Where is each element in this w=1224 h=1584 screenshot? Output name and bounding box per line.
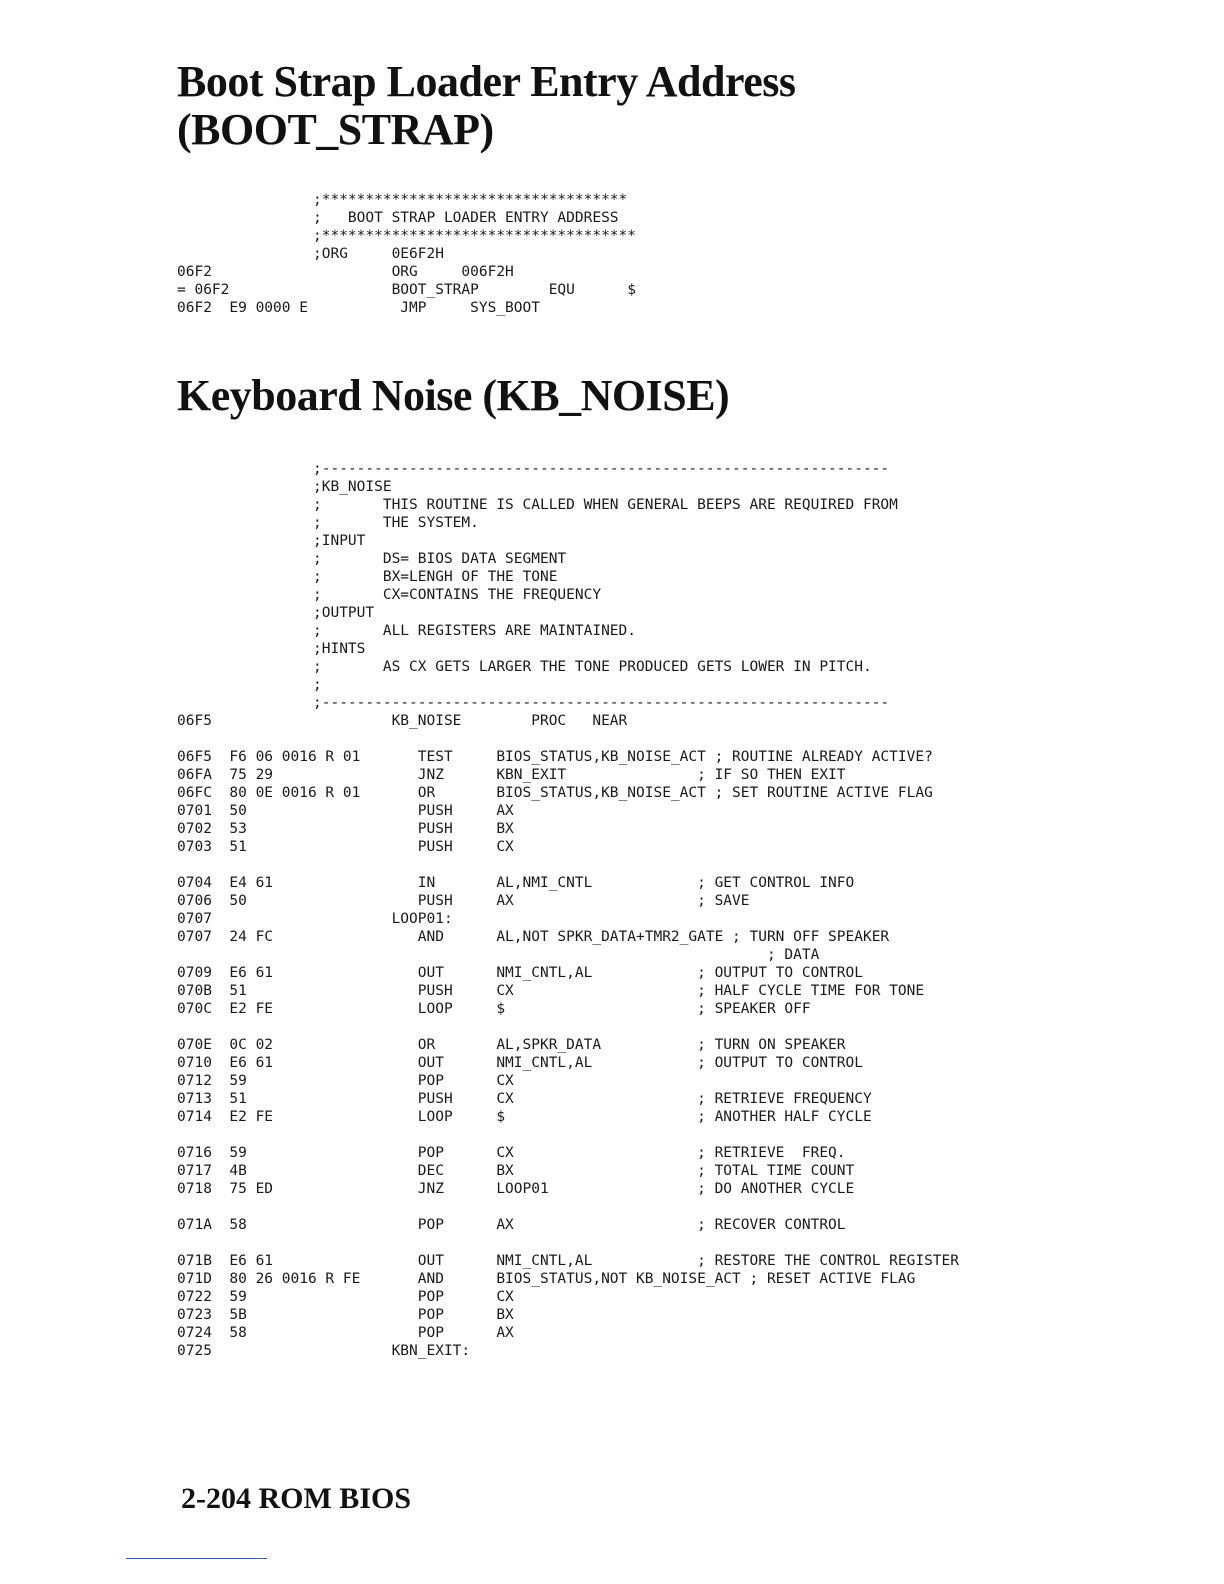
code-line: DEC BX ; TOTAL TIME COUNT bbox=[313, 1163, 855, 1179]
address-field: 0710 E6 61 bbox=[177, 1055, 274, 1071]
code-line: KB_NOISE PROC NEAR bbox=[313, 713, 628, 729]
corner-rule bbox=[126, 1558, 267, 1559]
address-field: 0703 51 bbox=[177, 839, 247, 855]
address-field: 0709 E6 61 bbox=[177, 965, 274, 981]
address-field: 0725 bbox=[177, 1343, 212, 1359]
comment-line: ;INPUT bbox=[313, 533, 366, 549]
code-line: JMP SYS_BOOT bbox=[313, 300, 540, 316]
code-line: PUSH BX bbox=[313, 821, 514, 837]
address-field: 0718 75 ED bbox=[177, 1181, 274, 1197]
code-line: JNZ KBN_EXIT ; IF SO THEN EXIT bbox=[313, 767, 846, 783]
comment-line: ; BOOT STRAP LOADER ENTRY ADDRESS bbox=[313, 210, 619, 226]
comment-line: ;************************************ bbox=[313, 228, 637, 244]
address-field: 0716 59 bbox=[177, 1145, 247, 1161]
comment-line: ;----------------------------------------------------------------- bbox=[313, 461, 890, 477]
comment-line: ;KB_NOISE bbox=[313, 479, 392, 495]
address-field: 071A 58 bbox=[177, 1217, 247, 1233]
address-field: 0706 50 bbox=[177, 893, 247, 909]
comment-line: ;OUTPUT bbox=[313, 605, 375, 621]
comment-line: ; bbox=[313, 677, 322, 693]
code-line: OUT NMI_CNTL,AL ; RESTORE THE CONTROL REGISTER bbox=[313, 1253, 960, 1269]
code-line: AND AL,NOT SPKR_DATA+TMR2_GATE ; TURN OFF SPEAKER bbox=[313, 929, 890, 945]
heading-line-1: Keyboard Noise (KB_NOISE) bbox=[177, 371, 730, 420]
comment-line: ;ORG 0E6F2H bbox=[313, 246, 444, 262]
address-field: 06F2 bbox=[177, 264, 212, 280]
heading-line-2: (BOOT_STRAP) bbox=[177, 105, 494, 154]
code-line: PUSH AX bbox=[313, 803, 514, 819]
address-field: 0714 E2 FE bbox=[177, 1109, 274, 1125]
address-field: 06F5 bbox=[177, 713, 212, 729]
address-field: 0702 53 bbox=[177, 821, 247, 837]
code-line: AND BIOS_STATUS,NOT KB_NOISE_ACT ; RESET ACTIVE FLAG bbox=[313, 1271, 916, 1287]
address-field: 0704 E4 61 bbox=[177, 875, 274, 891]
comment-line: ; THIS ROUTINE IS CALLED WHEN GENERAL BEEPS ARE REQUIRED FROM bbox=[313, 497, 898, 513]
comment-line: ; BX=LENGH OF THE TONE bbox=[313, 569, 558, 585]
address-field: 070C E2 FE bbox=[177, 1001, 274, 1017]
address-field: 0717 4B bbox=[177, 1163, 247, 1179]
address-field: 0712 59 bbox=[177, 1073, 247, 1089]
address-field: 06FA 75 29 bbox=[177, 767, 274, 783]
code-line: LOOP $ ; ANOTHER HALF CYCLE bbox=[313, 1109, 872, 1125]
address-field: 06F2 E9 0000 E bbox=[177, 300, 308, 316]
code-line: OUT NMI_CNTL,AL ; OUTPUT TO CONTROL bbox=[313, 1055, 863, 1071]
comment-line: ; THE SYSTEM. bbox=[313, 515, 479, 531]
address-field: 071D 80 26 0016 R FE bbox=[177, 1271, 361, 1287]
code-line: PUSH AX ; SAVE bbox=[313, 893, 750, 909]
code-line: POP CX ; RETRIEVE FREQ. bbox=[313, 1145, 846, 1161]
comment-line: ;HINTS bbox=[313, 641, 366, 657]
address-field: 070E 0C 02 bbox=[177, 1037, 274, 1053]
code-line: POP AX ; RECOVER CONTROL bbox=[313, 1217, 846, 1233]
code-line: ORG 006F2H bbox=[313, 264, 514, 280]
code-line: POP BX bbox=[313, 1307, 514, 1323]
address-field: 0723 5B bbox=[177, 1307, 247, 1323]
address-field: 0722 59 bbox=[177, 1289, 247, 1305]
code-line: IN AL,NMI_CNTL ; GET CONTROL INFO bbox=[313, 875, 855, 891]
code-line: JNZ LOOP01 ; DO ANOTHER CYCLE bbox=[313, 1181, 855, 1197]
code-line: KBN_EXIT: bbox=[313, 1343, 471, 1359]
address-field: 0707 bbox=[177, 911, 212, 927]
address-field: 0724 58 bbox=[177, 1325, 247, 1341]
address-field: 070B 51 bbox=[177, 983, 247, 999]
code-line: LOOP $ ; SPEAKER OFF bbox=[313, 1001, 811, 1017]
code-line: PUSH CX bbox=[313, 839, 514, 855]
comment-line: ;----------------------------------------------------------------- bbox=[313, 695, 890, 711]
comment-line: ; CX=CONTAINS THE FREQUENCY bbox=[313, 587, 602, 603]
comment-line: ;*********************************** bbox=[313, 192, 628, 208]
address-field: 06F5 F6 06 0016 R 01 bbox=[177, 749, 361, 765]
code-line: POP AX bbox=[313, 1325, 514, 1341]
code-line: TEST BIOS_STATUS,KB_NOISE_ACT ; ROUTINE ALREADY ACTIVE? bbox=[313, 749, 933, 765]
comment-line: ; DS= BIOS DATA SEGMENT bbox=[313, 551, 567, 567]
address-field: 0701 50 bbox=[177, 803, 247, 819]
comment-line: ; AS CX GETS LARGER THE TONE PRODUCED GETS LOWER IN PITCH. bbox=[313, 659, 872, 675]
comment-line: ; ALL REGISTERS ARE MAINTAINED. bbox=[313, 623, 637, 639]
code-line: PUSH CX ; HALF CYCLE TIME FOR TONE bbox=[313, 983, 925, 999]
heading-line-1: Boot Strap Loader Entry Address bbox=[177, 57, 796, 106]
address-field: 06FC 80 0E 0016 R 01 bbox=[177, 785, 361, 801]
code-line: PUSH CX ; RETRIEVE FREQUENCY bbox=[313, 1091, 872, 1107]
address-field: 071B E6 61 bbox=[177, 1253, 274, 1269]
code-line: POP CX bbox=[313, 1289, 514, 1305]
code-line: OR BIOS_STATUS,KB_NOISE_ACT ; SET ROUTINE ACTIVE FLAG bbox=[313, 785, 933, 801]
page-footer: 2-204 ROM BIOS bbox=[181, 1482, 412, 1515]
code-line: OUT NMI_CNTL,AL ; OUTPUT TO CONTROL bbox=[313, 965, 863, 981]
code-line: OR AL,SPKR_DATA ; TURN ON SPEAKER bbox=[313, 1037, 846, 1053]
comment-line: ; DATA bbox=[313, 947, 820, 963]
code-line: LOOP01: bbox=[313, 911, 453, 927]
address-field: = 06F2 bbox=[177, 282, 230, 298]
address-field: 0707 24 FC bbox=[177, 929, 274, 945]
code-line: BOOT_STRAP EQU $ bbox=[313, 282, 637, 298]
code-line: POP CX bbox=[313, 1073, 514, 1089]
address-field: 0713 51 bbox=[177, 1091, 247, 1107]
